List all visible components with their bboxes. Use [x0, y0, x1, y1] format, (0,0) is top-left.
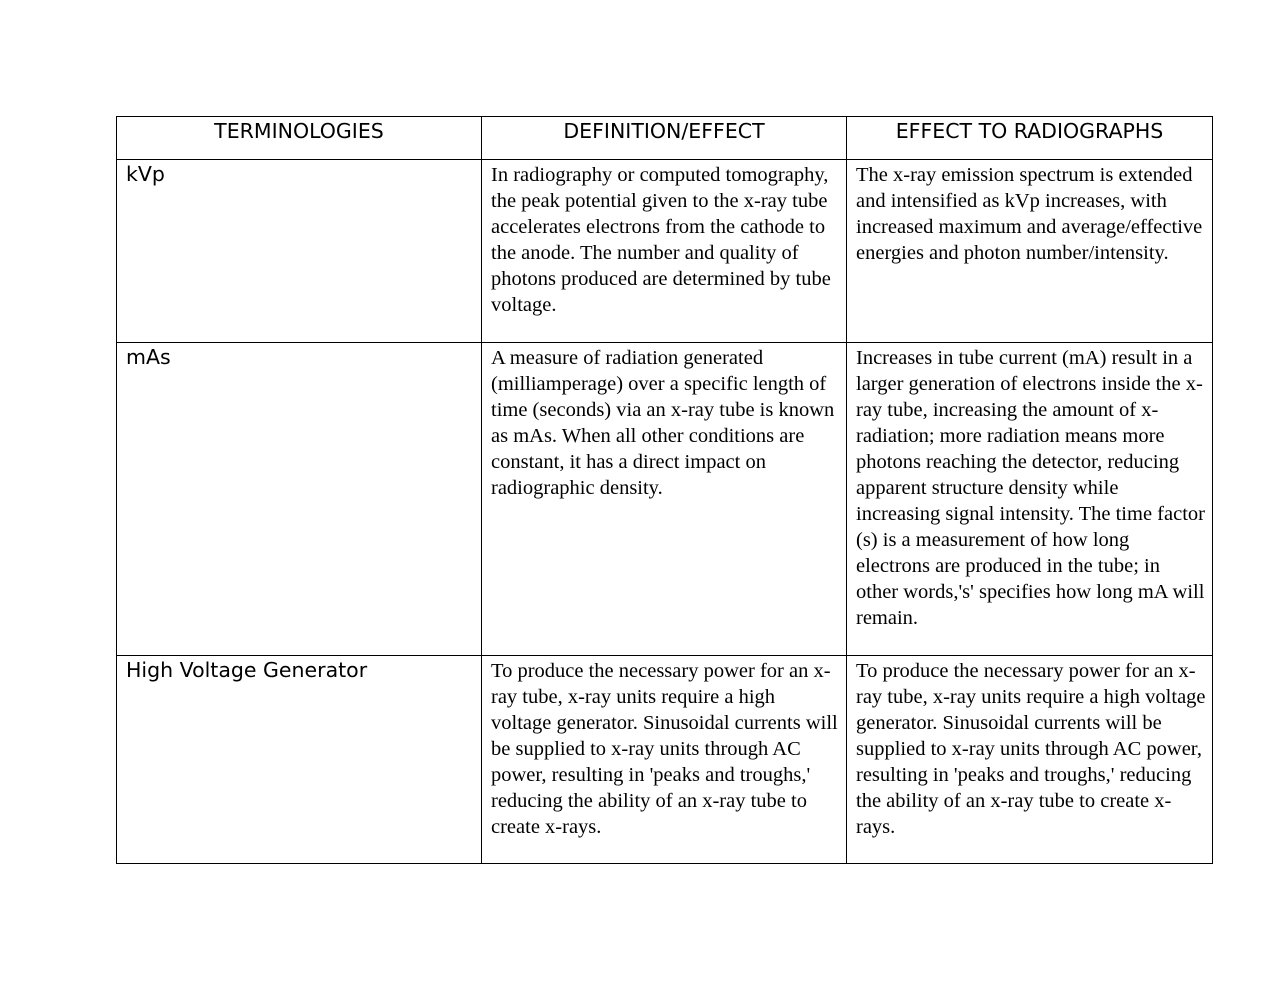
- effect-cell: The x-ray emission spectrum is extended and intensified as kVp increases, with increased maximum and average/effective energies and photon number/intensity.: [847, 160, 1213, 343]
- table-row: [117, 656, 1213, 864]
- header-terminologies: TERMINOLOGIES: [117, 117, 482, 160]
- table-row: [117, 160, 1213, 343]
- table-row: [117, 343, 1213, 656]
- term-cell: mAs: [117, 343, 482, 656]
- header-definition-effect: DEFINITION/EFFECT: [482, 117, 847, 160]
- definition-cell: In radiography or computed tomography, the peak potential given to the x-ray tube accelerates electrons from the cathode to the anode. The number and quality of photons produced are determined by tube voltage.: [482, 160, 847, 343]
- effect-cell: Increases in tube current (mA) result in a larger generation of electrons inside the x-ray tube, increasing the amount of x-radiation; more radiation means more photons reaching the detector, reducing apparent structure density while increasing signal intensity. The time factor (s) is a measurement of how long electrons are produced in the tube; in other words,'s' specifies how long mA will remain.: [847, 343, 1213, 656]
- term-cell: High Voltage Generator: [117, 656, 482, 864]
- table-header-row: [117, 117, 1213, 160]
- definition-cell: To produce the necessary power for an x-ray tube, x-ray units require a high voltage generator. Sinusoidal currents will be supplied to x-ray units through AC power, resulting in 'peaks and troughs,' reducing the ability of an x-ray tube to create x-rays.: [482, 656, 847, 864]
- effect-cell: To produce the necessary power for an x-ray tube, x-ray units require a high voltage generator. Sinusoidal currents will be supplied to x-ray units through AC power, resulting in 'peaks and troughs,' reducing the ability of an x-ray tube to create x-rays.: [847, 656, 1213, 864]
- definition-cell: A measure of radiation generated (milliamperage) over a specific length of time (seconds) via an x-ray tube is known as mAs. When all other conditions are constant, it has a direct impact on radiographic density.: [482, 343, 847, 656]
- header-effect-to-radiographs: EFFECT TO RADIOGRAPHS: [847, 117, 1213, 160]
- terminology-table: [116, 116, 1213, 864]
- term-cell: kVp: [117, 160, 482, 343]
